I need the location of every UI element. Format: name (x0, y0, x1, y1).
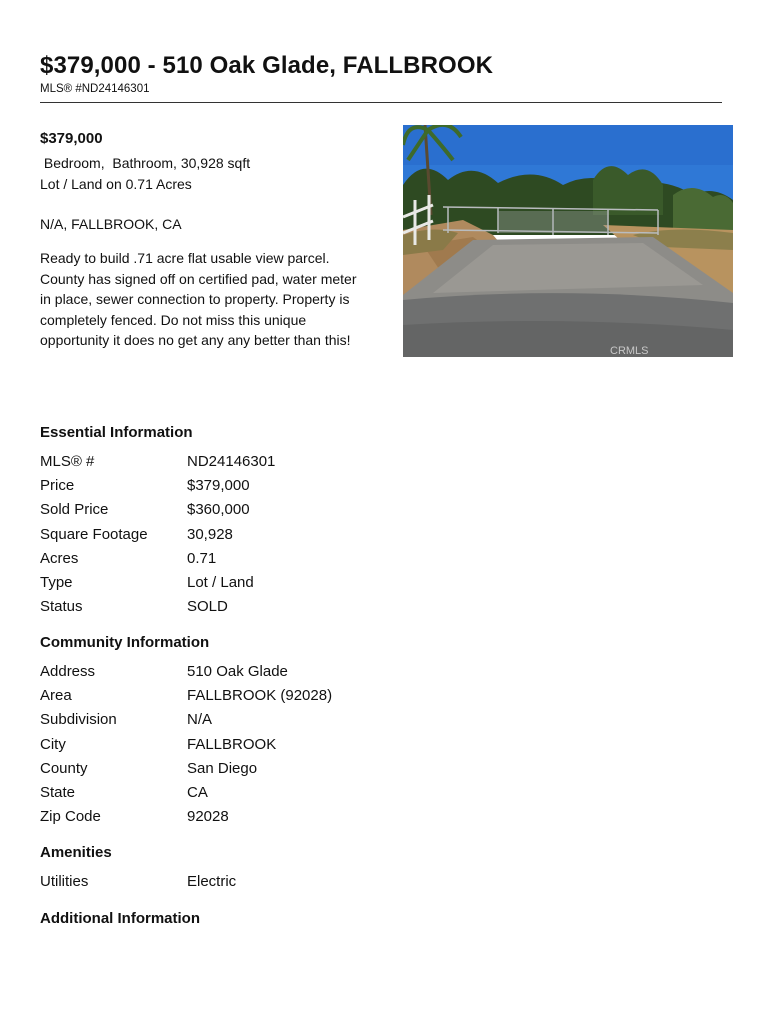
essential-info-label: Square Footage (40, 525, 148, 543)
community-info-label: Address (40, 663, 96, 680)
amenity-value: Electric (187, 873, 237, 890)
essential-info-row (40, 550, 440, 570)
listing-description: Ready to build .71 acre flat usable view parcel. County has signed off on certified pad, water meter in place, sewer connection to property. Property is completely fenced. Do not miss this unique opportunity it does no get any any better than this! (40, 250, 357, 349)
community-info-row (40, 663, 440, 683)
essential-information-heading: Essential Information (40, 424, 193, 441)
essential-info-row (40, 598, 440, 618)
community-info-label: Area (40, 687, 72, 705)
amenity-label: Utilities (40, 873, 89, 890)
community-info-row (40, 760, 440, 780)
community-info-label: County (40, 759, 88, 777)
summary-location: N/A, FALLBROOK, CA (40, 216, 182, 232)
summary-price: $379,000 (40, 130, 103, 147)
essential-info-label: Price (40, 477, 75, 495)
essential-info-value: ND24146301 (187, 453, 276, 470)
community-info-value: N/A (187, 711, 213, 729)
community-info-label: City (40, 735, 66, 753)
community-info-value: CA (187, 784, 208, 801)
listing-summary (40, 130, 380, 351)
essential-info-row (40, 477, 440, 497)
community-info-value: 92028 (187, 808, 229, 826)
essential-info-value: $379,000 (187, 477, 250, 495)
essential-info-value: 0.71 (187, 549, 217, 567)
essential-info-label: Type (40, 574, 73, 591)
essential-info-row (40, 574, 440, 594)
essential-info-row (40, 501, 440, 521)
community-info-value: FALLBROOK (92028) (187, 687, 333, 705)
summary-lot-acres: Lot / Land on 0.71 Acres (40, 176, 192, 192)
essential-info-label: MLS® # (40, 453, 95, 470)
essential-info-value: $360,000 (187, 501, 250, 519)
community-info-row (40, 784, 440, 804)
essential-info-row (40, 526, 440, 546)
community-info-row (40, 736, 440, 756)
essential-info-label: Sold Price (40, 501, 109, 519)
essential-info-value: Lot / Land (187, 574, 254, 591)
essential-info-value: SOLD (187, 598, 228, 616)
community-info-value: 510 Oak Glade (187, 663, 288, 680)
amenities-heading: Amenities (40, 844, 112, 861)
community-info-value: FALLBROOK (187, 735, 277, 753)
essential-info-label: Acres (40, 549, 79, 567)
additional-information-heading: Additional Information (40, 910, 200, 927)
property-photo (403, 125, 733, 357)
summary-beds-baths-sqft: Bedroom, Bathroom, 30,928 sqft (40, 155, 251, 171)
title-divider (40, 102, 722, 103)
mls-number-subtitle: MLS® #ND24146301 (40, 83, 150, 95)
community-information-heading: Community Information (40, 634, 210, 651)
community-info-label: Zip Code (40, 808, 101, 826)
community-info-label: State (40, 784, 76, 801)
community-info-label: Subdivision (40, 711, 117, 729)
essential-info-label: Status (40, 598, 83, 616)
community-info-value: San Diego (187, 759, 258, 777)
community-info-row (40, 711, 440, 731)
community-info-row (40, 808, 440, 828)
community-info-row (40, 687, 440, 707)
essential-info-value: 30,928 (187, 525, 233, 543)
page-title: $379,000 - 510 Oak Glade, FALLBROOK (40, 52, 494, 79)
essential-info-row (40, 453, 440, 473)
amenity-row (40, 873, 440, 893)
photo-watermark: CRMLS (610, 345, 649, 357)
